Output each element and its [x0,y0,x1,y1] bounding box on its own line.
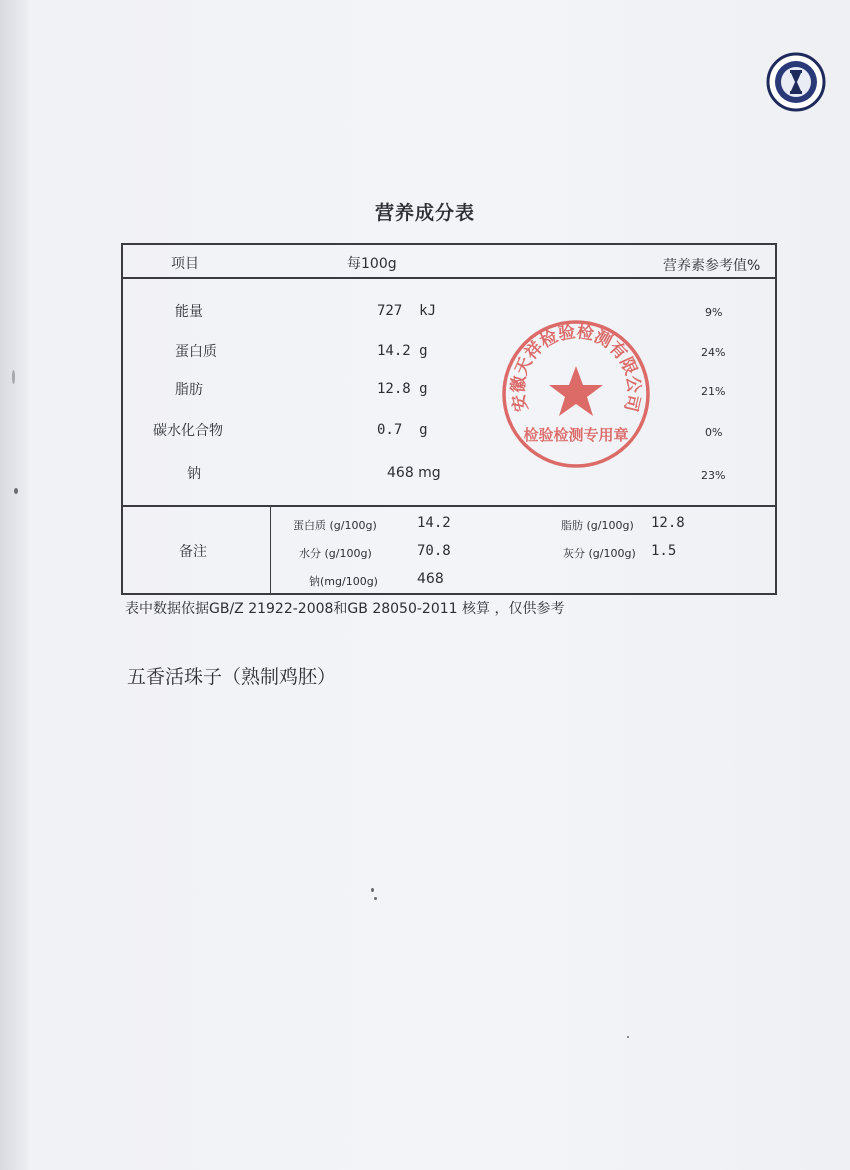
remark-water-value: 70.8 [417,543,451,559]
remark-water-label: 水分 (g/100g) [299,547,372,560]
remark-sodium-value: 468 [417,571,444,587]
remark-sodium-label: 钠(mg/100g) [309,575,378,588]
page-edge-shadow [0,0,28,1170]
svg-text:检验检测专用章: 检验检测专用章 [523,426,629,444]
remark-protein-value: 14.2 [417,515,451,531]
row-fat-nrv: 21% [701,385,726,398]
remark-protein-label: 蛋白质 (g/100g) [293,519,377,532]
table-title: 营养成分表 [374,202,475,224]
header-per100g: 每100g [347,256,397,272]
row-carbohydrate-name: 碳水化合物 [153,423,223,439]
scan-speck [627,1036,629,1038]
row-energy-name: 能量 [175,304,203,320]
row-carbohydrate-nrv: 0% [705,426,723,439]
remarks-divider [123,505,775,507]
product-name: 五香活珠子（熟制鸡胚） [127,666,337,688]
remark-ash-label: 灰分 (g/100g) [563,547,636,560]
scan-speck [14,488,18,494]
header-item: 项目 [171,256,199,272]
row-carbohydrate-value: 0.7 g [377,422,428,438]
svg-text:安徽天祥检验检测有限公司: 安徽天祥检验检测有限公司 [508,322,644,414]
inspection-seal-stamp [500,318,652,470]
remarks-label: 备注 [179,544,207,560]
remarks-column-divider [270,505,271,595]
scan-speck [371,888,374,892]
remark-ash-value: 1.5 [651,543,677,559]
row-protein-name: 蛋白质 [175,344,217,360]
row-fat-name: 脂肪 [175,382,203,398]
remark-fat-label: 脂肪 (g/100g) [561,519,634,532]
row-fat-value: 12.8 g [377,381,428,397]
scan-speck [374,897,377,900]
row-sodium-name: 钠 [187,466,201,482]
row-energy-nrv: 9% [705,306,723,319]
header-divider [123,277,775,279]
row-protein-nrv: 24% [701,346,726,359]
row-sodium-nrv: 23% [701,469,726,482]
row-energy-value: 727 kJ [377,303,437,319]
lab-emblem-icon [766,52,826,112]
scan-speck [12,370,15,384]
header-nrv: 营养素参考值% [663,258,761,274]
nutrition-table [121,243,777,595]
row-protein-value: 14.2 g [377,343,428,359]
row-sodium-value: 468 mg [387,465,441,481]
remark-fat-value: 12.8 [651,515,685,531]
footnote: 表中数据依据GB/Z 21922-2008和GB 28050-2011 核算 ，仅供参考 [125,601,565,617]
